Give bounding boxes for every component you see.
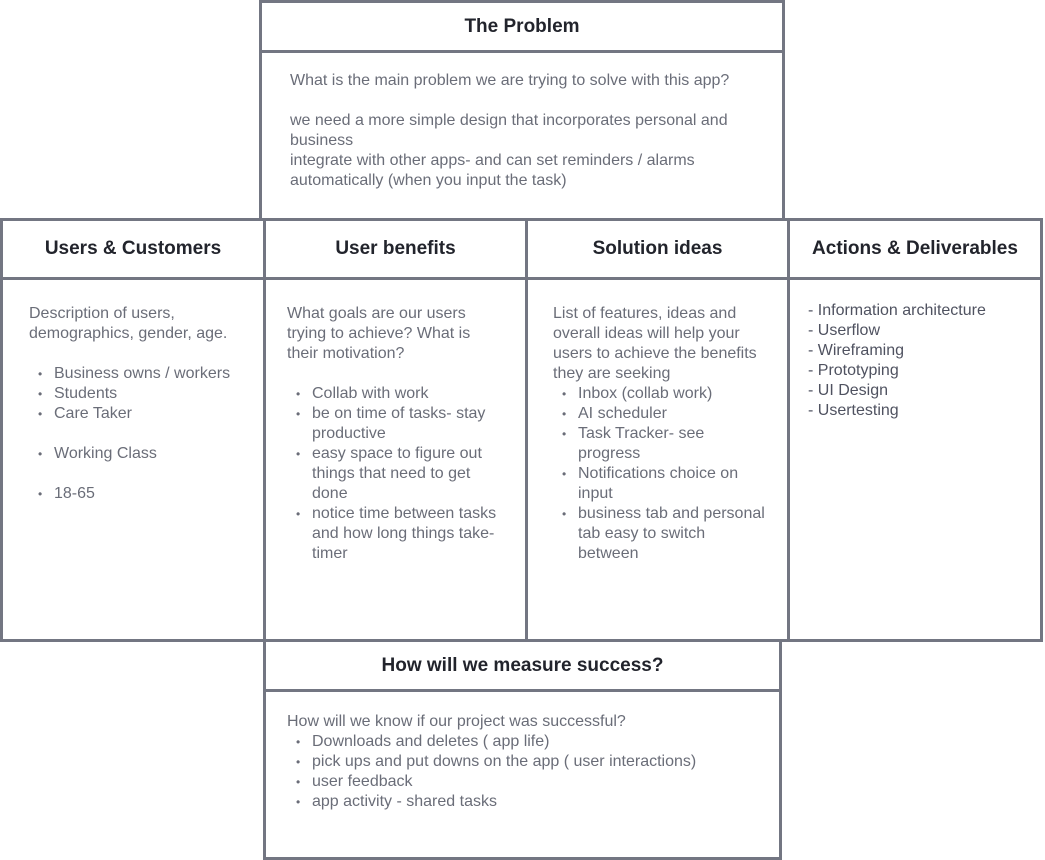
users-intro: Description of users, demographics, gender, age. [29, 305, 228, 342]
benefits-box [263, 218, 528, 642]
list-item: • AI scheduler [553, 404, 769, 424]
users-list-a [29, 364, 245, 424]
problem-body [262, 71, 782, 191]
success-box [263, 639, 782, 860]
list-item: • be on time of tasks- stay productive [287, 404, 503, 444]
list-item: - Userflow [808, 322, 881, 339]
list-item: • Students [29, 384, 245, 404]
list-item: - Information architecture [808, 302, 986, 319]
list-item: • user feedback [287, 772, 759, 792]
list-item: - Usertesting [808, 402, 899, 419]
problem-answer: we need a more simple design that incorporates personal and business integrate with other apps- and can set reminders / alarms automatically (when you input the task) [290, 112, 728, 189]
benefits-title: User benefits [266, 221, 525, 280]
list-item: - Wireframing [808, 342, 905, 359]
list-item: • Inbox (collab work) [553, 384, 769, 404]
success-intro: How will we know if our project was successful? [287, 713, 626, 730]
success-title: How will we measure success? [266, 642, 779, 692]
actions-list [808, 301, 1030, 421]
problem-title: The Problem [262, 3, 782, 53]
actions-title: Actions & Deliverables [790, 221, 1040, 280]
users-title: Users & Customers [3, 221, 263, 280]
users-body [3, 304, 263, 504]
users-list-c [29, 484, 245, 504]
actions-box [787, 218, 1043, 642]
users-list-b [29, 444, 245, 464]
problem-question: What is the main problem we are trying to solve with this app? [290, 72, 730, 89]
solutions-intro: List of features, ideas and overall ideas will help your users to achieve the benefits they are seeking [553, 305, 757, 382]
problem-box [259, 0, 785, 221]
list-item: • easy space to figure out things that need to get done [287, 444, 503, 504]
solutions-list [553, 384, 769, 564]
list-item: • Business owns / workers [29, 364, 245, 384]
users-box [0, 218, 266, 642]
benefits-list [287, 384, 503, 564]
list-item: • Task Tracker- see progress [553, 424, 769, 464]
list-item: • Collab with work [287, 384, 503, 404]
list-item: - UI Design [808, 382, 889, 399]
list-item: • Notifications choice on input [553, 464, 769, 504]
list-item: • app activity - shared tasks [287, 792, 759, 812]
solutions-body [528, 304, 787, 564]
list-item: - Prototyping [808, 362, 899, 379]
success-body [266, 712, 779, 812]
solutions-title: Solution ideas [528, 221, 787, 280]
list-item: • Working Class [29, 444, 245, 464]
benefits-body [266, 304, 525, 564]
success-list [287, 732, 759, 812]
list-item: • 18-65 [29, 484, 245, 504]
list-item: • Downloads and deletes ( app life) [287, 732, 759, 752]
benefits-intro: What goals are our users trying to achieve? What is their motivation? [287, 305, 471, 362]
list-item: • business tab and personal tab easy to switch between [553, 504, 769, 564]
actions-body [790, 301, 1040, 421]
list-item: • notice time between tasks and how long things take- timer [287, 504, 503, 564]
list-item: • Care Taker [29, 404, 245, 424]
solutions-box [525, 218, 790, 642]
list-item: • pick ups and put downs on the app ( user interactions) [287, 752, 759, 772]
